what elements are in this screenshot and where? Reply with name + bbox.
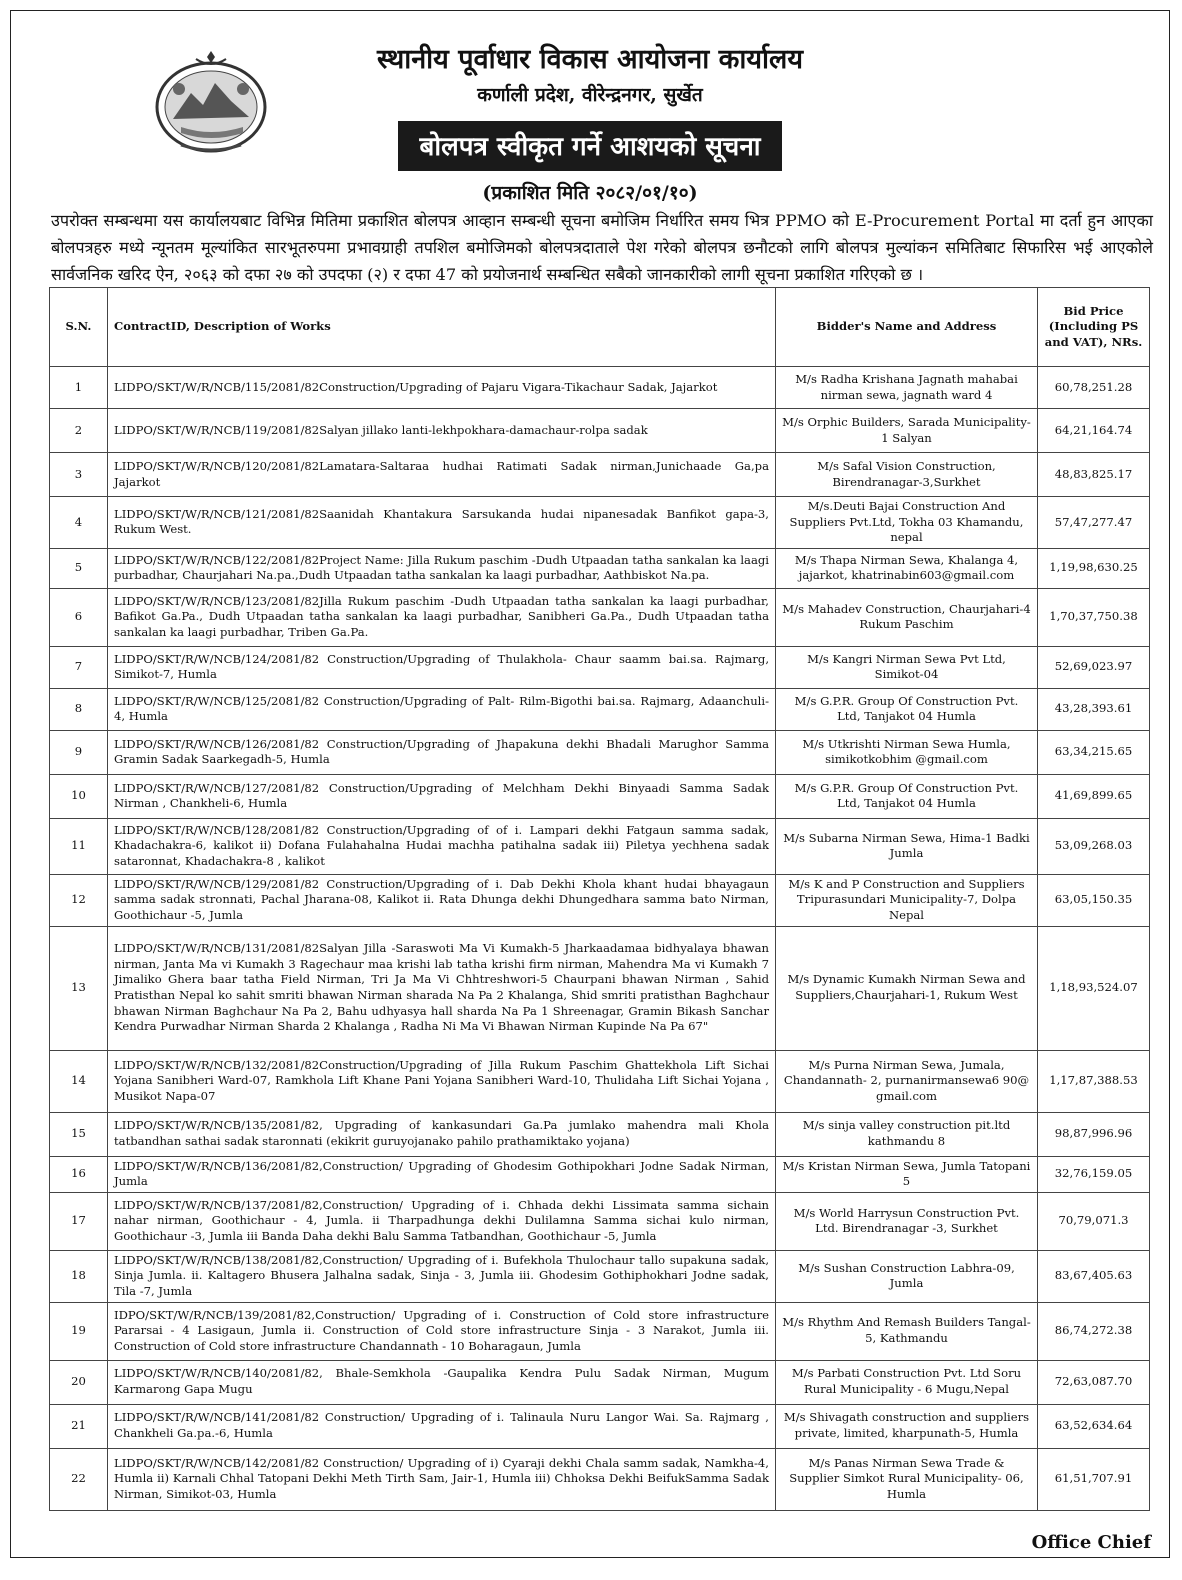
cell-bidder: M/s G.P.R. Group Of Construction Pvt. Ltd, Tanjakot 04 Humla xyxy=(776,774,1038,818)
cell-bidder: M/s World Harrysun Construction Pvt. Ltd. Birendranagar -3, Surkhet xyxy=(776,1192,1038,1250)
cell-bidder: M/s Panas Nirman Sewa Trade & Supplier Simkot Rural Municipality- 06, Humla xyxy=(776,1448,1038,1510)
table-row xyxy=(50,588,1150,646)
table-row xyxy=(50,874,1150,926)
cell-bidder: M/s G.P.R. Group Of Construction Pvt. Ltd, Tanjakot 04 Humla xyxy=(776,688,1038,730)
cell-sn: 8 xyxy=(50,688,108,730)
cell-description: LIDPO/SKT/W/R/NCB/121/2081/82Saanidah Khantakura Sarsukanda hudai nipanesadak Banfikot gapa-3, Rukum West. xyxy=(108,497,776,549)
table-row xyxy=(50,818,1150,874)
table-row xyxy=(50,1156,1150,1192)
header-bid-price: Bid Price (Including PS and VAT), NRs. xyxy=(1038,288,1150,367)
cell-bid-price: 61,51,707.91 xyxy=(1038,1448,1150,1510)
table-row xyxy=(50,548,1150,588)
cell-bidder: M/s Thapa Nirman Sewa, Khalanga 4, jajarkot, khatrinabin603@gmail.com xyxy=(776,548,1038,588)
cell-description: LIDPO/SKT/R/W/NCB/128/2081/82 Construction/Upgrading of of i. Lampari dekhi Fatgaun samma sadak, Khadachakra-6, kalikot ii) Dofana Fulahahalna Hudai machha patihalna sadak iii) Piletya yechhena sadak sataronnat, Khadachakra-8 , kalikot xyxy=(108,818,776,874)
notice-page xyxy=(10,10,1170,1558)
table-row xyxy=(50,1404,1150,1448)
header-description: ContractID, Description of Works xyxy=(108,288,776,367)
cell-bidder: M/s Shivagath construction and suppliers private, limited, kharpunath-5, Humla xyxy=(776,1404,1038,1448)
table-row xyxy=(50,926,1150,1050)
cell-description: IDPO/SKT/W/R/NCB/139/2081/82,Construction/ Upgrading of i. Construction of Cold store infrastructure Pararsai - 4 Lasigaun, Jumla ii. Construction of Cold store infrastructure Sinja - 3 Narakot, Jumla iii. Construction of Cold store infrastructure Chandannath - 10 Boharagaun, Jumla xyxy=(108,1302,776,1360)
cell-sn: 2 xyxy=(50,409,108,453)
cell-sn: 15 xyxy=(50,1112,108,1156)
cell-bid-price: 64,21,164.74 xyxy=(1038,409,1150,453)
cell-bid-price: 83,67,405.63 xyxy=(1038,1250,1150,1302)
cell-bid-price: 63,34,215.65 xyxy=(1038,730,1150,774)
cell-sn: 21 xyxy=(50,1404,108,1448)
cell-bidder: M/s Subarna Nirman Sewa, Hima-1 Badki Jumla xyxy=(776,818,1038,874)
header-bidder: Bidder's Name and Address xyxy=(776,288,1038,367)
cell-bidder: M/s Kangri Nirman Sewa Pvt Ltd, Simikot-04 xyxy=(776,646,1038,688)
cell-description: LIDPO/SKT/W/R/NCB/138/2081/82,Construction/ Upgrading of i. Bufekhola Thulochaur tallo supakuna sadak, Sinja Jumla. ii. Kaltagero Bhusera Jalhalna sadak, Sinja - 3, Jumla iii. Ghodesim Gothiphokhari Jodne sadak, Tila -7, Jumla xyxy=(108,1250,776,1302)
office-title: स्थानीय पूर्वाधार विकास आयोजना कार्यालय xyxy=(376,44,804,75)
cell-sn: 5 xyxy=(50,548,108,588)
cell-bidder: M/s Utkrishti Nirman Sewa Humla, simikotkobhim @gmail.com xyxy=(776,730,1038,774)
cell-bidder: M/s Safal Vision Construction, Birendranagar-3,Surkhet xyxy=(776,453,1038,497)
cell-description: LIDPO/SKT/W/R/NCB/132/2081/82Construction/Upgrading of Jilla Rukum Paschim Ghattekhola Lift Sichai Yojana Sanibheri Ward-07, Ramkhola Lift Khane Pani Yojana Sanibheri Ward-10, Thulidaha Lift Sichai Yojana , Musikot Napa-07 xyxy=(108,1050,776,1112)
table-row xyxy=(50,497,1150,549)
cell-description: LIDPO/SKT/R/W/NCB/126/2081/82 Construction/Upgrading of Jhapakuna dekhi Bhadali Marughor Samma Gramin Sadak Saarkegadh-5, Humla xyxy=(108,730,776,774)
cell-sn: 9 xyxy=(50,730,108,774)
cell-sn: 7 xyxy=(50,646,108,688)
office-location: कर्णाली प्रदेश, वीरेन्द्रनगर, सुर्खेत xyxy=(477,84,703,106)
cell-bid-price: 60,78,251.28 xyxy=(1038,367,1150,409)
table-row xyxy=(50,1250,1150,1302)
table-row xyxy=(50,1360,1150,1404)
table-row xyxy=(50,1112,1150,1156)
cell-bid-price: 1,19,98,630.25 xyxy=(1038,548,1150,588)
cell-description: LIDPO/SKT/W/R/NCB/115/2081/82Construction/Upgrading of Pajaru Vigara-Tikachaur Sadak, Jajarkot xyxy=(108,367,776,409)
cell-bid-price: 41,69,899.65 xyxy=(1038,774,1150,818)
table-row xyxy=(50,367,1150,409)
cell-description: LIDPO/SKT/W/R/NCB/137/2081/82,Construction/ Upgrading of i. Chhada dekhi Lissimata samma sichain nahar nirman, Goothichaur - 4, Jumla. ii Tharpadhunga dekhi Dulilamna Samma sichai kulo nirman, Goothichaur -3, Jumla iii Banda Daha dekhi Balu Samma Tatbandhan, Goothichaur -5, Jumla xyxy=(108,1192,776,1250)
cell-sn: 16 xyxy=(50,1156,108,1192)
cell-sn: 18 xyxy=(50,1250,108,1302)
cell-bid-price: 32,76,159.05 xyxy=(1038,1156,1150,1192)
cell-bid-price: 72,63,087.70 xyxy=(1038,1360,1150,1404)
cell-bid-price: 1,17,87,388.53 xyxy=(1038,1050,1150,1112)
header-sn: S.N. xyxy=(50,288,108,367)
cell-bid-price: 98,87,996.96 xyxy=(1038,1112,1150,1156)
cell-sn: 14 xyxy=(50,1050,108,1112)
cell-bidder: M/s Kristan Nirman Sewa, Jumla Tatopani 5 xyxy=(776,1156,1038,1192)
intro-paragraph: उपरोक्त सम्बन्धमा यस कार्यालयबाट विभिन्न मितिमा प्रकाशित बोलपत्र आव्हान सम्बन्धी सूचना बमोजिम निर्धारित समय भित्र PPMO को E-Procurement Portal मा दर्ता हुन आएका बोलपत्रहरु मध्ये न्यूनतम मूल्यांकित सारभूतरुपमा प्रभावग्राही तपशिल बमोजिमको बोलपत्रदाताले पेश गरेको बोलपत्र छनौटको लागि बोलपत्र मुल्यांकन समितिबाट सिफारिस भई आएकोले सार्वजनिक खरिद ऐन, २०६३ को दफा २७ को उपदफा (२) र दफा 47 को प्रयोजनार्थ सम्बन्धित सबैको जानकारीको लागी सूचना प्रकाशित गरिएको छ । xyxy=(51,211,1153,284)
cell-bid-price: 57,47,277.47 xyxy=(1038,497,1150,549)
cell-bid-price: 63,52,634.64 xyxy=(1038,1404,1150,1448)
cell-bidder: M/s Rhythm And Remash Builders Tangal-5, Kathmandu xyxy=(776,1302,1038,1360)
cell-sn: 22 xyxy=(50,1448,108,1510)
cell-bid-price: 86,74,272.38 xyxy=(1038,1302,1150,1360)
cell-bid-price: 48,83,825.17 xyxy=(1038,453,1150,497)
table-row xyxy=(50,730,1150,774)
cell-description: LIDPO/SKT/W/R/NCB/131/2081/82Salyan Jilla -Saraswoti Ma Vi Kumakh-5 Jharkaadamaa bidhyalaya bhawan nirman, Janta Ma vi Kumakh 3 Ragechaur maa krishi lab tatha krishi firm nirman, Mahendra Ma vi Kumakh 7 Jimaliko Ghera baar tatha Field Nirman, Tri Ja Ma Vi Chhtreshwori-5 Chaurpani bhawan Nirman , Sahid Pratisthan Nepal ko sahit smriti bhawan Nirman sharada Na Pa 2 Khalanga, Shid smriti pratisthan Baghchaur bhawan Nirman Baghchaur Na Pa 2, Bahu udhyasya hall sharda Na Pa 1 Shreenagar, Gramin Bikash Sanchar Kendra Purwadhar Nirman Sharda 2 Khalanga , Radha Ni Ma Vi Bhawan Nirman Kupinde Na Pa 67" xyxy=(108,926,776,1050)
cell-sn: 17 xyxy=(50,1192,108,1250)
table-row xyxy=(50,1050,1150,1112)
cell-description: LIDPO/SKT/W/R/NCB/122/2081/82Project Name: Jilla Rukum paschim -Dudh Utpaadan tatha sankalan ka laagi purbadhar, Chaurjahari Na.pa.,Dudh Utpaadan tatha sankalan ka laagi purbadhar, Aathbiskot Na.pa. xyxy=(108,548,776,588)
cell-bidder: M/s.Deuti Bajai Construction And Suppliers Pvt.Ltd, Tokha 03 Khamandu, nepal xyxy=(776,497,1038,549)
cell-description: LIDPO/SKT/R/W/NCB/142/2081/82 Construction/ Upgrading of i) Cyaraji dekhi Chala samm sadak, Namkha-4, Humla ii) Karnali Chhal Tatopani Dekhi Meth Tirth Sam, Jair-1, Humla iii) Chhoksa Dekhi BeifukSamma Sadak Nirman, Simikot-03, Humla xyxy=(108,1448,776,1510)
cell-bid-price: 1,70,37,750.38 xyxy=(1038,588,1150,646)
table-row xyxy=(50,1302,1150,1360)
cell-sn: 12 xyxy=(50,874,108,926)
cell-bidder: M/s Dynamic Kumakh Nirman Sewa and Suppliers,Chaurjahari-1, Rukum West xyxy=(776,926,1038,1050)
publish-date: (प्रकाशित मिति २०८२/०१/१०) xyxy=(482,182,698,204)
cell-bid-price: 70,79,071.3 xyxy=(1038,1192,1150,1250)
cell-bid-price: 43,28,393.61 xyxy=(1038,688,1150,730)
cell-bidder: M/s K and P Construction and Suppliers Tripurasundari Municipality-7, Dolpa Nepal xyxy=(776,874,1038,926)
cell-sn: 6 xyxy=(50,588,108,646)
cell-description: LIDPO/SKT/W/R/NCB/136/2081/82,Construction/ Upgrading of Ghodesim Gothipokhari Jodne Sadak Nirman, Jumla xyxy=(108,1156,776,1192)
table-row xyxy=(50,409,1150,453)
table-row xyxy=(50,1448,1150,1510)
cell-description: LIDPO/SKT/W/R/NCB/120/2081/82Lamatara-Saltaraa hudhai Ratimati Sadak nirman,Junichaade Ga,pa Jajarkot xyxy=(108,453,776,497)
cell-description: LIDPO/SKT/R/W/NCB/125/2081/82 Construction/Upgrading of Palt- Rilm-Bigothi bai.sa. Rajmarg, Adaanchuli-4, Humla xyxy=(108,688,776,730)
cell-description: LIDPO/SKT/W/R/NCB/119/2081/82Salyan jillako lanti-lekhpokhara-damachaur-rolpa sadak xyxy=(108,409,776,453)
cell-bidder: M/s sinja valley construction pit.ltd kathmandu 8 xyxy=(776,1112,1038,1156)
table-row xyxy=(50,688,1150,730)
notice-title: बोलपत्र स्वीकृत गर्ने आशयको सूचना xyxy=(398,121,783,171)
cell-sn: 4 xyxy=(50,497,108,549)
cell-description: LIDPO/SKT/W/R/NCB/140/2081/82, Bhale-Semkhola -Gaupalika Kendra Pulu Sadak Nirman, Mugum Karmarong Gapa Mugu xyxy=(108,1360,776,1404)
cell-bidder: M/s Radha Krishana Jagnath mahabai nirman sewa, jagnath ward 4 xyxy=(776,367,1038,409)
table-header-row xyxy=(50,288,1150,367)
cell-bidder: M/s Orphic Builders, Sarada Municipality- 1 Salyan xyxy=(776,409,1038,453)
cell-sn: 20 xyxy=(50,1360,108,1404)
cell-bid-price: 53,09,268.03 xyxy=(1038,818,1150,874)
signature-office-chief: Office Chief xyxy=(1031,1532,1151,1553)
table-row xyxy=(50,646,1150,688)
cell-sn: 3 xyxy=(50,453,108,497)
cell-bidder: M/s Parbati Construction Pvt. Ltd Soru Rural Municipality - 6 Mugu,Nepal xyxy=(776,1360,1038,1404)
bid-table xyxy=(49,287,1150,1511)
table-row xyxy=(50,774,1150,818)
notice-banner xyxy=(11,121,1169,171)
table-row xyxy=(50,1192,1150,1250)
cell-description: LIDPO/SKT/R/W/NCB/124/2081/82 Construction/Upgrading of Thulakhola- Chaur saamm bai.sa. Rajmarg, Simikot-7, Humla xyxy=(108,646,776,688)
cell-bidder: M/s Sushan Construction Labhra-09, Jumla xyxy=(776,1250,1038,1302)
table-body xyxy=(50,367,1150,1511)
cell-sn: 11 xyxy=(50,818,108,874)
cell-description: LIDPO/SKT/W/R/NCB/135/2081/82, Upgrading of kankasundari Ga.Pa jumlako mahendra mali Khola tatbandhan sathai sadak staronnati (ekikrit guruyojanako pahilo prathamiktako yojana) xyxy=(108,1112,776,1156)
cell-sn: 1 xyxy=(50,367,108,409)
cell-bidder: M/s Mahadev Construction, Chaurjahari-4 Rukum Paschim xyxy=(776,588,1038,646)
cell-sn: 10 xyxy=(50,774,108,818)
cell-bidder: M/s Purna Nirman Sewa, Jumala, Chandannath- 2, purnanirmansewa6 90@ gmail.com xyxy=(776,1050,1038,1112)
cell-bid-price: 1,18,93,524.07 xyxy=(1038,926,1150,1050)
cell-bid-price: 63,05,150.35 xyxy=(1038,874,1150,926)
cell-bid-price: 52,69,023.97 xyxy=(1038,646,1150,688)
cell-description: LIDPO/SKT/R/W/NCB/127/2081/82 Construction/Upgrading of Melchham Dekhi Binyaadi Samma Sadak Nirman , Chankheli-6, Humla xyxy=(108,774,776,818)
cell-description: LIDPO/SKT/R/W/NCB/141/2081/82 Construction/ Upgrading of i. Talinaula Nuru Langor Wai. Sa. Rajmarg , Chankheli Ga.pa.-6, Humla xyxy=(108,1404,776,1448)
cell-sn: 13 xyxy=(50,926,108,1050)
cell-sn: 19 xyxy=(50,1302,108,1360)
table-row xyxy=(50,453,1150,497)
cell-description: LIDPO/SKT/W/R/NCB/123/2081/82Jilla Rukum paschim -Dudh Utpaadan tatha sankalan ka laagi purbadhar, Bafikot Ga.Pa., Dudh Utpaadan tatha sankalan ka laagi purbadhar, Sanibheri Ga.Pa., Dudh Utpaadan tatha sankalan ka laagi purbadhar, Triben Ga.Pa. xyxy=(108,588,776,646)
cell-description: LIDPO/SKT/R/W/NCB/129/2081/82 Construction/Upgrading of i. Dab Dekhi Khola khant hudai bhayagaun samma sadak stronnati, Pachal Jharana-08, Kalikot ii. Rata Dhunga dekhi Dhungedhara samma bato Nirman, Goothichaur -5, Jumla xyxy=(108,874,776,926)
